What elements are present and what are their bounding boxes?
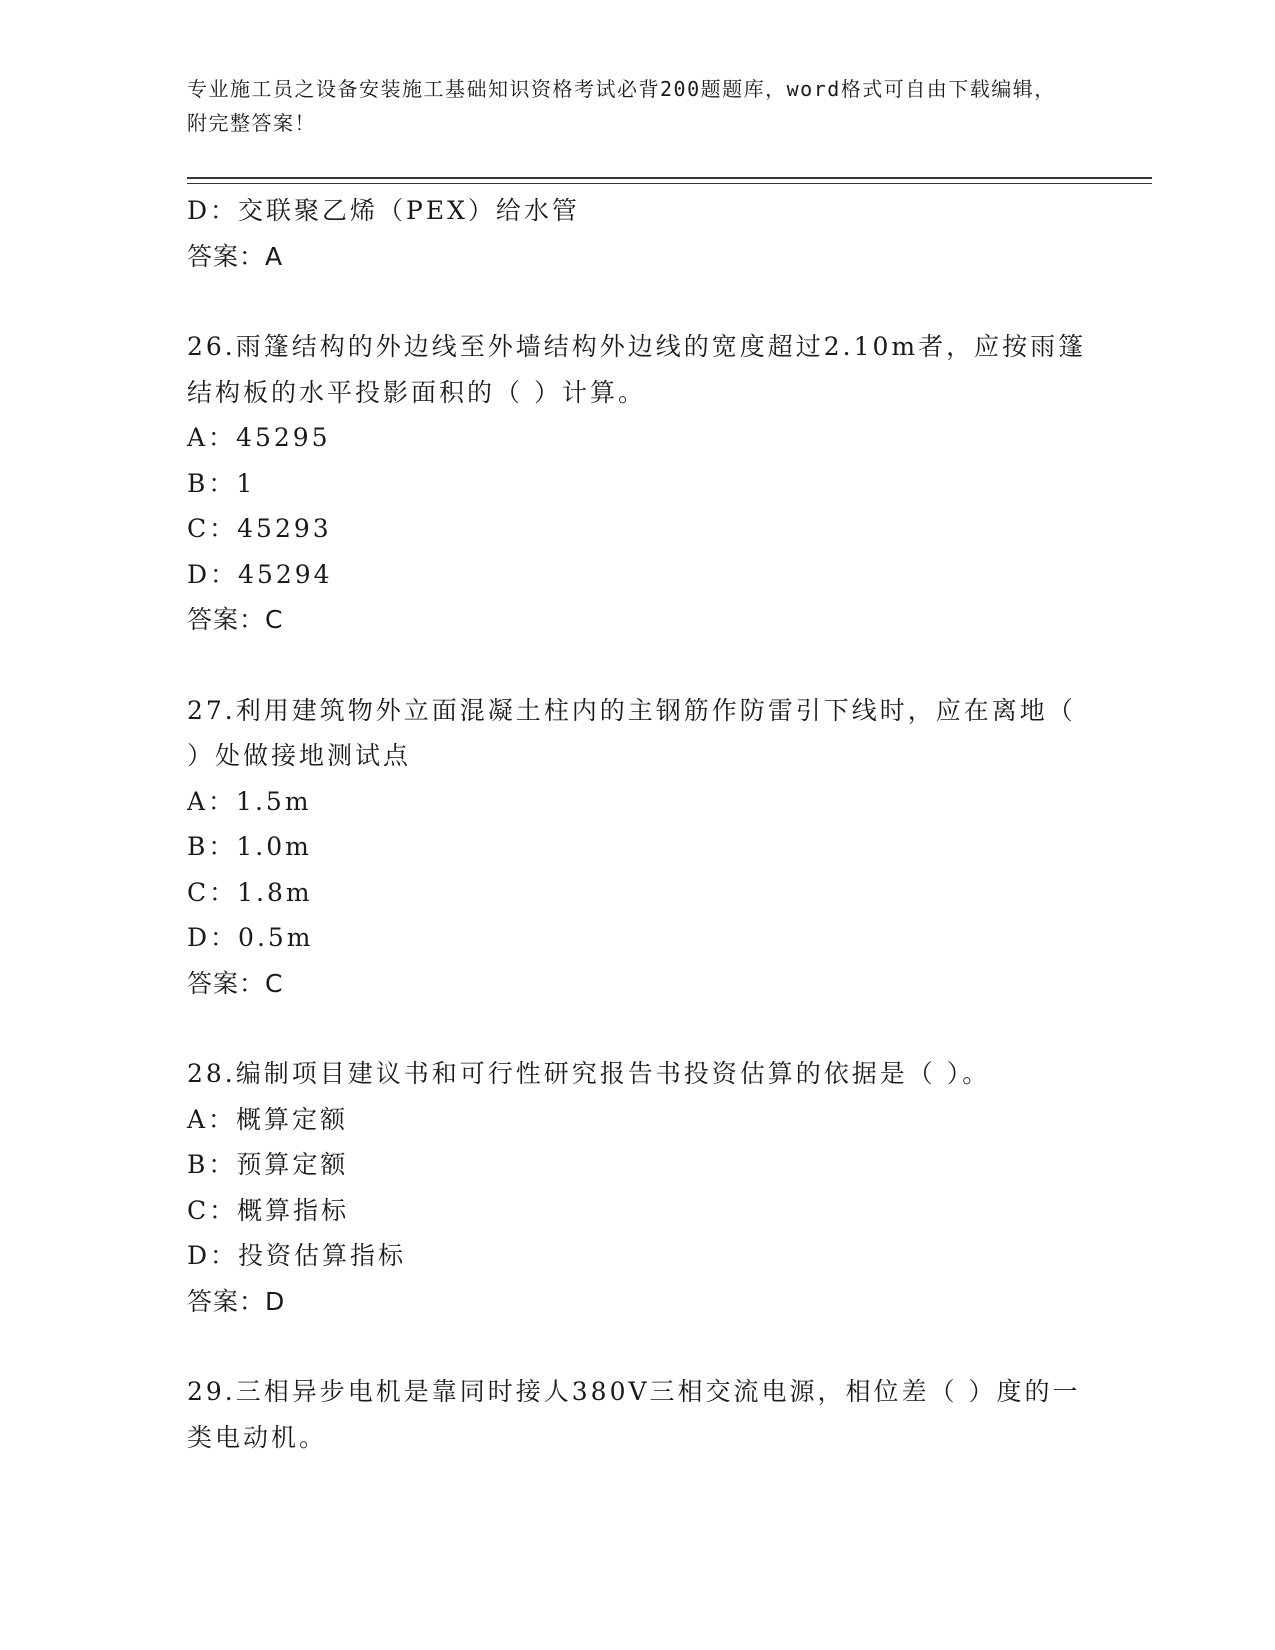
answer-line: 答案：C	[187, 968, 284, 998]
question-29	[187, 1369, 1087, 1460]
option-c: C：概算指标	[187, 1195, 350, 1225]
header-text: 专业施工员之设备安装施工基础知识资格考试必背200题题库，word格式可自由下载编辑，附完整答案！	[187, 77, 1056, 135]
option-a: A：1.5m	[187, 786, 312, 816]
question-list	[187, 188, 1087, 1460]
question-28	[187, 1051, 1087, 1324]
option-a: A：概算定额	[187, 1104, 349, 1134]
question-stem: 29.三相异步电机是靠同时接人380V三相交流电源，相位差（ ）度的一类电动机。	[187, 1377, 1081, 1452]
question-27	[187, 688, 1087, 1007]
option-d: D：交联聚乙烯（PEX）给水管	[187, 196, 580, 225]
question-stem: 27.利用建筑物外立面混凝土柱内的主钢筋作防雷引下线时，应在离地（ ）处做接地测试点	[187, 695, 1076, 770]
option-b: B：预算定额	[187, 1150, 349, 1179]
answer-line: 答案：D	[187, 1286, 286, 1316]
header-divider-thick	[187, 177, 1152, 179]
option-c: C：45293	[187, 514, 332, 543]
option-a: A：45295	[187, 423, 331, 452]
previous-question-tail	[187, 188, 1087, 279]
option-d: D：0.5m	[187, 923, 314, 952]
header-divider-thin	[187, 183, 1152, 184]
question-stem: 28.编制项目建议书和可行性研究报告书投资估算的依据是（ ）。	[187, 1059, 991, 1088]
question-26	[187, 324, 1087, 643]
answer-line: 答案：A	[187, 241, 284, 271]
option-c: C：1.8m	[187, 877, 313, 907]
document-header	[187, 72, 1067, 140]
option-b: B：1.0m	[187, 832, 312, 861]
option-b: B：1	[187, 468, 256, 498]
question-stem: 26.雨篷结构的外边线至外墙结构外边线的宽度超过2.10m者，应按雨篷结构板的水平投影面积的（ ）计算。	[187, 332, 1087, 407]
option-d: D：投资估算指标	[187, 1241, 407, 1270]
option-d: D：45294	[187, 559, 333, 589]
answer-line: 答案：C	[187, 605, 284, 634]
